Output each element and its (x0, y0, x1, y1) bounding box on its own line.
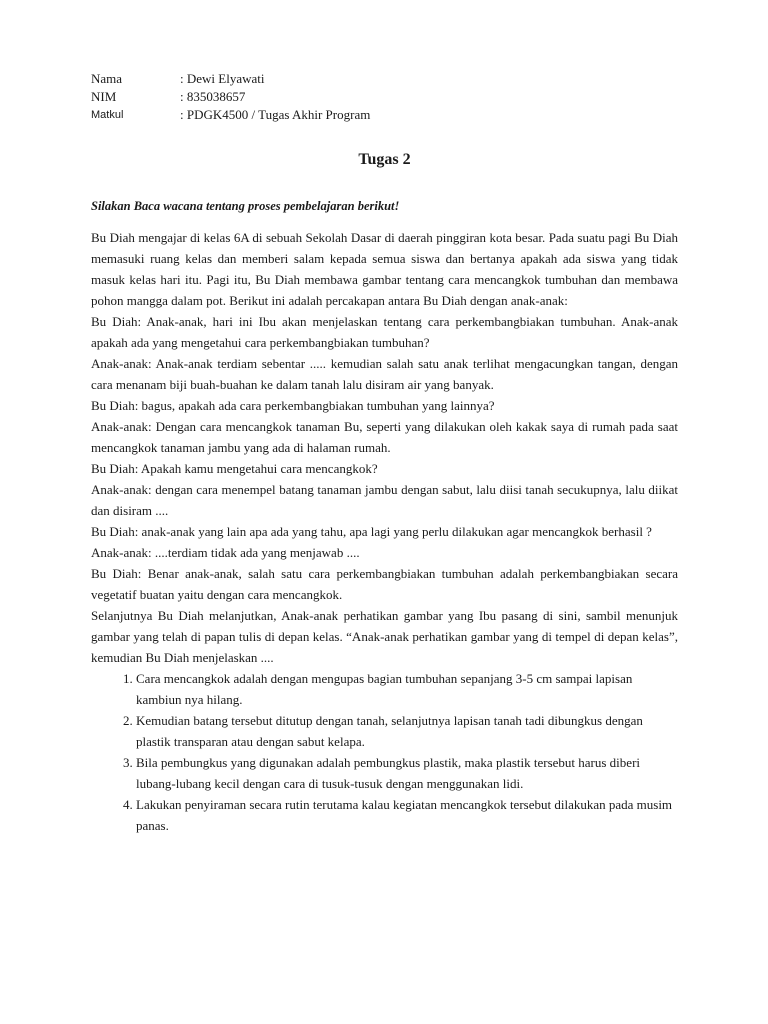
paragraph: Anak-anak: dengan cara menempel batang tanaman jambu dengan sabut, lalu diisi tanah secukupnya, lalu diikat dan disiram .... (91, 482, 678, 518)
paragraph: Bu Diah: Apakah kamu mengetahui cara mencangkok? (91, 461, 378, 476)
document-title: Tugas 2 (358, 151, 411, 168)
info-label: Matkul (91, 109, 124, 121)
instruction-text: Silakan Baca wacana tentang proses pembelajaran berikut! (91, 199, 400, 213)
list-item: 3. Bila pembungkus yang digunakan adalah pembungkus plastik, maka plastik tersebut harus diberi lubang-lubang kecil dengan cara di tusuk-tusuk dengan menggunakan lidi. (136, 752, 678, 794)
info-row-nama (91, 70, 678, 88)
info-value: : 835038657 (180, 89, 246, 104)
list-item: 2. Kemudian batang tersebut ditutup dengan tanah, selanjutnya lapisan tanah tadi dibungkus dengan plastik transparan atau dengan sabut kelapa. (136, 710, 678, 752)
paragraph: Anak-anak: ....terdiam tidak ada yang menjawab .... (91, 545, 360, 560)
paragraph: Anak-anak: Anak-anak terdiam sebentar ..... kemudian salah satu anak terlihat mengacungkan tangan, dengan cara menanam biji buah-buahan ke dalam tanah lalu disiram air yang banyak. (91, 356, 678, 392)
steps-list (91, 668, 678, 836)
info-row-nim (91, 88, 678, 106)
paragraph: Bu Diah: bagus, apakah ada cara perkembangbiakan tumbuhan yang lainnya? (91, 398, 495, 413)
paragraph: Selanjutnya Bu Diah melanjutkan, Anak-anak perhatikan gambar yang Ibu pasang di sini, sambil menunjuk gambar yang telah di papan tulis di depan kelas. “Anak-anak perhatikan gambar yang di tempel di depan kelas”, kemudian Bu Diah menjelaskan .... (91, 608, 678, 665)
student-info (91, 70, 678, 124)
list-item: 1. Cara mencangkok adalah dengan mengupas bagian tumbuhan sepanjang 3-5 cm sampai lapisan kambiun nya hilang. (136, 668, 678, 710)
info-row-matkul (91, 106, 678, 124)
paragraph: Bu Diah: Benar anak-anak, salah satu cara perkembangbiakan tumbuhan adalah perkembangbiakan secara vegetatif buatan yaitu dengan cara mencangkok. (91, 566, 678, 602)
info-value: : Dewi Elyawati (180, 71, 265, 86)
paragraph: Anak-anak: Dengan cara mencangkok tanaman Bu, seperti yang dilakukan oleh kakak saya di rumah pada saat mencangkok tanaman jambu yang ada di halaman rumah. (91, 419, 678, 455)
info-label: NIM (91, 89, 117, 104)
info-value: : PDGK4500 / Tugas Akhir Program (180, 107, 371, 122)
info-label: Nama (91, 71, 123, 86)
paragraph: Bu Diah mengajar di kelas 6A di sebuah Sekolah Dasar di daerah pinggiran kota besar. Pada suatu pagi Bu Diah memasuki ruang kelas dan memberi salam kepada semua siswa dan bertanya apakah ada siswa yang tidak masuk kelas hari itu. Pagi itu, Bu Diah membawa gambar tentang cara mencangkok tumbuhan dan membawa pohon mangga dalam pot. Berikut ini adalah percakapan antara Bu Diah dengan anak-anak: (91, 230, 678, 308)
paragraph: Bu Diah: Anak-anak, hari ini Ibu akan menjelaskan tentang cara perkembangbiakan tumbuhan. Anak-anak apakah ada yang mengetahui cara perkembangbiakan tumbuhan? (91, 314, 678, 350)
paragraph: Bu Diah: anak-anak yang lain apa ada yang tahu, apa lagi yang perlu dilakukan agar mencangkok berhasil ? (91, 524, 652, 539)
list-item: 4. Lakukan penyiraman secara rutin terutama kalau kegiatan mencangkok tersebut dilakukan pada musim panas. (136, 794, 678, 836)
